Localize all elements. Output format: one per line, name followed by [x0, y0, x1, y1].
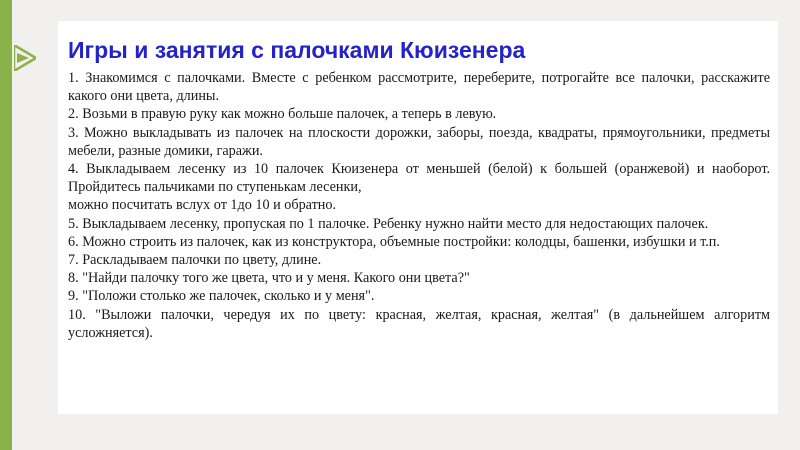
- paragraph-8: 8. "Найди палочку того же цвета, что и у меня. Какого они цвета?": [68, 270, 470, 287]
- paragraph-2: 2. Возьми в правую руку как можно больше палочек, а теперь в левую.: [68, 106, 497, 123]
- paragraph-1: 1. Знакомимся с палочками. Вместе с ребенком рассмотрите, переберите, потрогайте все палочки, расскажите какого они цвета, длины.: [68, 70, 770, 105]
- paragraph-3: 3. Можно выкладывать из палочек на плоскости дорожки, заборы, поезда, квадраты, прямоугольники, предметы мебели, разные домики, гаражи.: [68, 124, 770, 159]
- paragraph-5: 5. Выкладываем лесенку, пропуская по 1 палочке. Ребенку нужно найти место для недостающих палочек.: [68, 215, 709, 232]
- paragraph-9: 9. "Положи столько же палочек, сколько и у меня".: [68, 288, 375, 305]
- triangle-bullet-icon: [14, 45, 36, 71]
- paragraph-4-continued: можно посчитать вслух от 1до 10 и обратно.: [68, 197, 337, 214]
- paragraph-4: 4. Выкладываем лесенку из 10 палочек Кюизенера от меньшей (белой) к большей (оранжевой) и наоборот. Пройдитесь пальчиками по ступенькам лесенки,: [68, 161, 770, 196]
- content-card: [58, 21, 778, 414]
- paragraph-10: 10. "Выложи палочки, чередуя их по цвету: красная, желтая, красная, желтая" (в дальнейшем алгоритм усложняется).: [68, 306, 770, 341]
- paragraph-6: 6. Можно строить из палочек, как из конструктора, объемные постройки: колодцы, башенки, избушки и т.п.: [68, 233, 720, 250]
- slide-title: Игры и занятия с палочками Кюизенера: [68, 37, 526, 63]
- left-accent-bar: [0, 0, 12, 450]
- paragraph-7: 7. Раскладываем палочки по цвету, длине.: [68, 252, 322, 269]
